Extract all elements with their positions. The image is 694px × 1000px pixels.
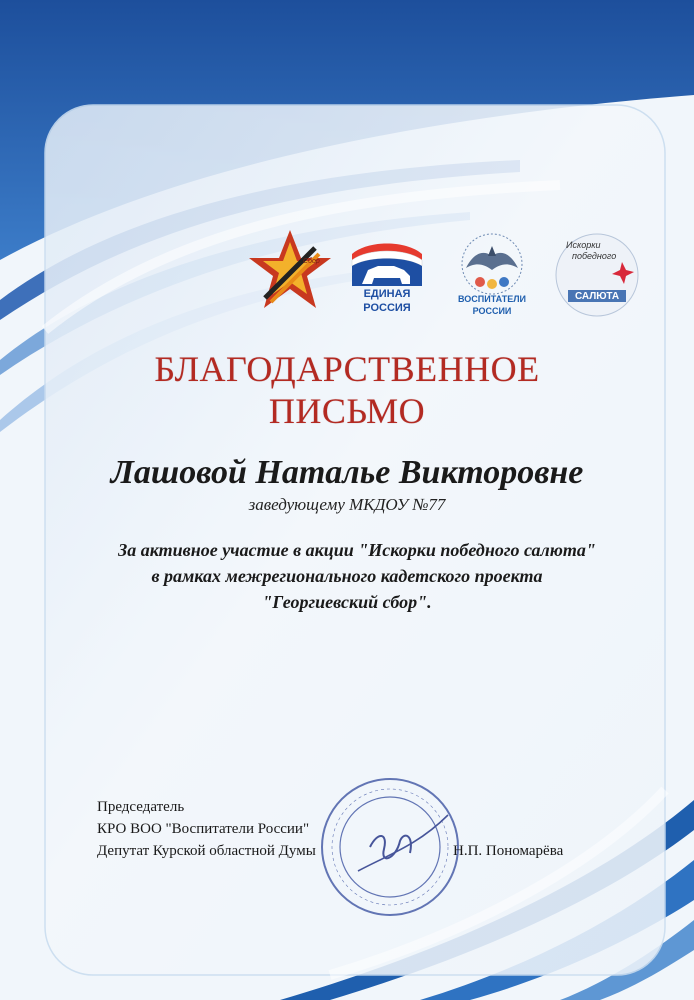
united-russia-logo — [348, 236, 426, 318]
educators-logo — [448, 230, 536, 322]
bear-icon — [348, 236, 426, 288]
signature-title-line3: Депутат Курской областной Думы — [97, 843, 316, 859]
georgievsky-logo-text: Сбор — [303, 258, 320, 265]
star-icon — [245, 228, 335, 312]
reason-line2: в рамках межрегионального кадетского проекта — [151, 566, 543, 586]
georgievsky-logo — [245, 228, 335, 312]
signature-title-line2: КРО ВОО "Воспитатели России" — [97, 821, 310, 837]
signer-name: Н.П. Пономарёва — [453, 843, 564, 859]
recipient-name: Лашовой Наталье Викторовне — [110, 454, 584, 491]
certificate-title — [0, 348, 694, 432]
reason-line1: За активное участие в акции "Искорки победного салюта" — [118, 540, 596, 560]
bird-icon — [448, 230, 536, 296]
sparks-logo — [554, 232, 640, 318]
title-line1: БЛАГОДАРСТВЕННОЕ — [154, 349, 540, 389]
sparks-line1: Искорки — [566, 240, 601, 250]
official-stamp — [318, 775, 463, 920]
reason-line3: "Георгиевский сбор". — [262, 592, 432, 612]
sparks-line3: САЛЮТА — [574, 291, 620, 302]
educators-line2: РОССИИ — [472, 306, 512, 316]
recipient-position: заведующему МКДОУ №77 — [248, 495, 446, 514]
title-line2: ПИСЬМО — [268, 391, 426, 431]
signature-title-line1: Председатель — [97, 799, 185, 815]
united-russia-line1: ЕДИНАЯ — [363, 288, 411, 300]
educators-line1: ВОСПИТАТЕЛИ — [458, 294, 526, 304]
united-russia-line2: РОССИЯ — [363, 302, 411, 314]
sparks-line2: победного — [572, 251, 617, 261]
